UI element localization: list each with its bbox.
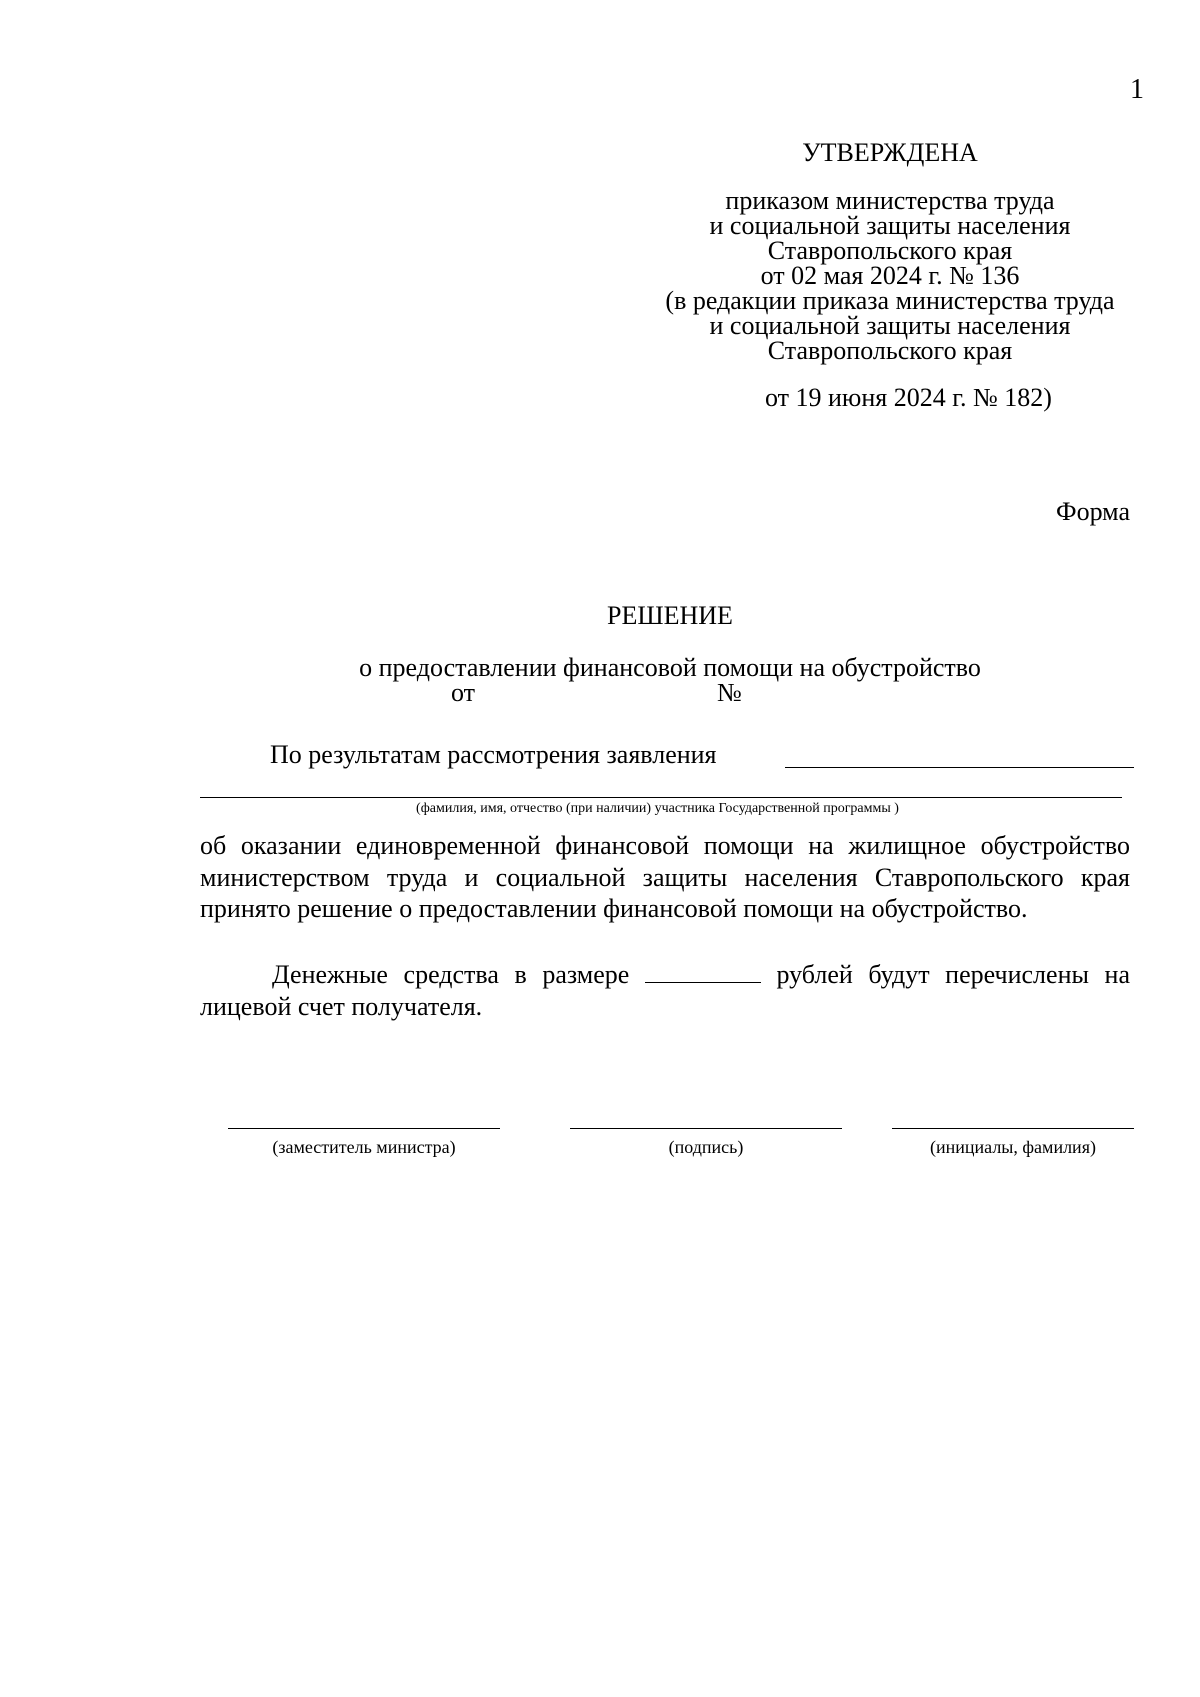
approval-order-details	[640, 188, 1140, 363]
approval-line: и социальной защиты населения	[709, 311, 1071, 340]
approval-line: приказом министерства труда	[725, 186, 1055, 215]
amount-field[interactable]	[645, 962, 761, 983]
review-intro: По результатам рассмотрения заявления	[270, 740, 717, 769]
approval-line: от 02 мая 2024 г. № 136	[760, 261, 1020, 290]
decision-title: РЕШЕНИЕ	[607, 601, 733, 630]
decision-paragraph: об оказании единовременной финансовой помощи на жилищное обустройство министерством труда и социальной защиты населения Ставропольского края принято решение о предоставлении финансовой помощи на обустройство.	[200, 831, 1130, 923]
position-signature-line[interactable]	[228, 1128, 500, 1129]
form-label: Форма	[1056, 497, 1130, 526]
applicant-name-field[interactable]	[200, 797, 1122, 798]
approval-line: Ставропольского края	[767, 336, 1013, 365]
payment-text-after: рублей будут перечислены на лицевой счет получателя.	[200, 960, 1130, 1021]
position-caption: (заместитель министра)	[272, 1137, 456, 1157]
signature-line[interactable]	[570, 1128, 842, 1129]
name-signature-line[interactable]	[892, 1128, 1134, 1129]
approval-line: Ставропольского края	[767, 236, 1013, 265]
decision-number-label: №	[717, 678, 742, 707]
applicant-caption: (фамилия, имя, отчество (при наличии) участника Государственной программы )	[416, 801, 899, 816]
name-caption: (инициалы, фамилия)	[930, 1137, 1096, 1157]
applicant-name-field-short[interactable]	[785, 767, 1134, 768]
signature-caption: (подпись)	[668, 1137, 744, 1157]
approval-line: (в редакции приказа министерства труда	[665, 286, 1115, 315]
amendment-date: от 19 июня 2024 г. № 182)	[765, 383, 1052, 412]
approval-line: и социальной защиты населения	[709, 211, 1071, 240]
approval-title: УТВЕРЖДЕНА	[802, 138, 978, 167]
decision-subtitle: о предоставлении финансовой помощи на обустройство	[359, 653, 981, 682]
page-number: 1	[1130, 74, 1144, 105]
decision-date-label: от	[451, 678, 476, 707]
payment-text-before: Денежные средства в размере	[272, 960, 630, 989]
payment-paragraph	[200, 959, 1130, 1022]
